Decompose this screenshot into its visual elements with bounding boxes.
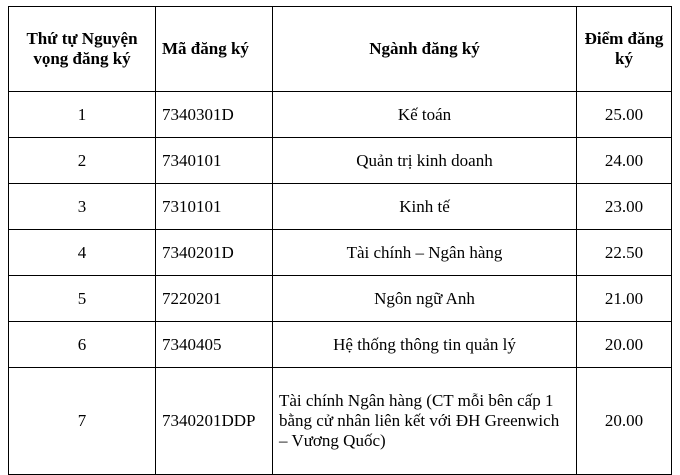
- header-score: Điểm đăng ký: [577, 7, 672, 92]
- admission-table: [8, 6, 672, 475]
- table-row: [9, 230, 672, 276]
- table-row: [9, 92, 672, 138]
- row-order: 3: [9, 184, 156, 230]
- row-order: 5: [9, 276, 156, 322]
- header-order: Thứ tự Nguyện vọng đăng ký: [9, 7, 156, 92]
- row-order: 2: [9, 138, 156, 184]
- row-score: 22.50: [577, 230, 672, 276]
- row-major: Tài chính – Ngân hàng: [273, 230, 577, 276]
- table-row: [9, 368, 672, 475]
- row-score: 25.00: [577, 92, 672, 138]
- table-row: [9, 276, 672, 322]
- row-score: 24.00: [577, 138, 672, 184]
- row-code: 7340405: [156, 322, 273, 368]
- row-code: 7310101: [156, 184, 273, 230]
- row-major: Kế toán: [273, 92, 577, 138]
- row-code: 7340101: [156, 138, 273, 184]
- row-major: Ngôn ngữ Anh: [273, 276, 577, 322]
- header-code: Mã đăng ký: [156, 7, 273, 92]
- row-code: 7340201DDP: [156, 368, 273, 475]
- row-order: 1: [9, 92, 156, 138]
- row-major: Tài chính Ngân hàng (CT mỗi bên cấp 1 bằng cử nhân liên kết với ĐH Greenwich – Vương Quốc): [273, 368, 577, 475]
- row-score: 21.00: [577, 276, 672, 322]
- row-score: 20.00: [577, 322, 672, 368]
- table-row: [9, 138, 672, 184]
- row-code: 7340201D: [156, 230, 273, 276]
- table-header-row: [9, 7, 672, 92]
- row-major: Quản trị kinh doanh: [273, 138, 577, 184]
- row-score: 23.00: [577, 184, 672, 230]
- row-code: 7340301D: [156, 92, 273, 138]
- row-order: 6: [9, 322, 156, 368]
- row-score: 20.00: [577, 368, 672, 475]
- row-order: 7: [9, 368, 156, 475]
- table-row: [9, 322, 672, 368]
- row-code: 7220201: [156, 276, 273, 322]
- row-order: 4: [9, 230, 156, 276]
- header-major: Ngành đăng ký: [273, 7, 577, 92]
- row-major: Hệ thống thông tin quản lý: [273, 322, 577, 368]
- row-major: Kinh tế: [273, 184, 577, 230]
- table-row: [9, 184, 672, 230]
